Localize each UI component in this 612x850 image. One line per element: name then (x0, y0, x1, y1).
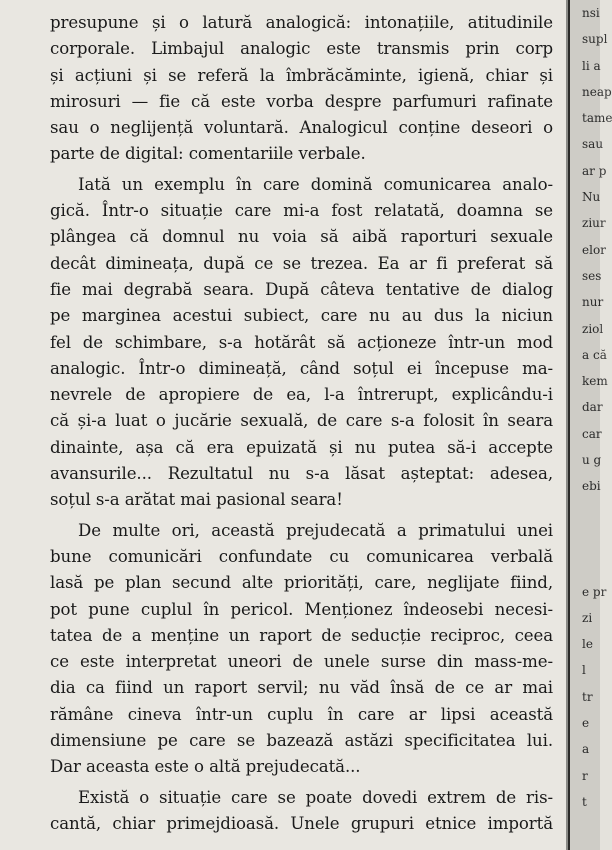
text-line: gică. Într-o situație care mi-a fost relatată, doamna se (50, 201, 553, 221)
facing-page-fragment: r (582, 768, 588, 783)
paragraph-first-line: De multe ori, această prejudecată a primatului unei (78, 520, 553, 540)
facing-page-fragment: elor (582, 242, 606, 257)
text-line: dimensiune pe care se bazează astăzi specificitatea lui. (50, 731, 553, 751)
facing-page-fragment: zi (582, 610, 593, 625)
paragraph-first-line: Există o situație care se poate dovedi extrem de ris- (78, 787, 553, 807)
text-line: și acțiuni și se referă la îmbrăcăminte, igienă, chiar și (50, 65, 553, 85)
facing-page-fragment: supl (582, 32, 608, 47)
facing-page-fragment: kem (582, 374, 608, 389)
facing-page-fragment: le (582, 637, 593, 652)
text-line: pe marginea acestui subiect, care nu au dus la niciun (50, 306, 553, 326)
body-text (50, 10, 553, 837)
facing-page-fragment: ses (582, 268, 602, 283)
text-line: tatea de a menține un raport de seducție reciproc, ceea (50, 625, 553, 645)
facing-page-fragment: a (582, 742, 590, 757)
facing-page-fragment: ziur (582, 216, 606, 231)
facing-page-fragment: nsi (582, 6, 600, 20)
text-line: ce este interpretat uneori de unele surse din mass-me- (50, 652, 553, 672)
text-line: Dar aceasta este o altă prejudecată... (50, 757, 361, 777)
text-line: analogic. Într-o dimineață, când soțul ei începuse ma- (50, 358, 553, 378)
text-line: că și-a luat o jucărie sexuală, de care s-a folosit în seara (50, 411, 553, 431)
text-line: corporale. Limbajul analogic este transmis prin corp (50, 39, 553, 59)
paragraph-first-line: Iată un exemplu în care domină comunicarea analo- (78, 174, 553, 194)
facing-page-fragment: u g (582, 453, 602, 468)
text-line: sau o neglijență voluntară. Analogicul conține deseori o (50, 118, 553, 138)
facing-page-fragment: ebi (582, 479, 601, 494)
text-line: fie mai degrabă seara. După câteva tentative de dialog (50, 279, 553, 299)
text-line: rămâne cineva într-un cuplu în care ar lipsi această (50, 704, 553, 724)
facing-page-fragment (570, 500, 600, 526)
facing-page-fragment: l (582, 663, 586, 678)
facing-page-fragment: a că (582, 347, 607, 362)
facing-page-fragment (570, 552, 600, 578)
facing-page-edge (570, 0, 612, 850)
text-line: soțul s-a arătat mai pasional seara! (50, 490, 343, 510)
facing-page-fragment: sau (582, 137, 604, 152)
text-line: plângea că domnul nu voia să aibă raporturi sexuale (50, 227, 553, 247)
text-line: decât dimineața, după ce se trezea. Ea ar fi preferat să (50, 253, 553, 273)
facing-page-fragment: car (582, 426, 602, 441)
text-line: avansurile... Rezultatul nu s-a lăsat așteptat: adesea, (50, 464, 553, 484)
text-line: nevrele de apropiere de ea, l-a întrerupt, explicându-i (50, 385, 553, 405)
text-line: lasă pe plan secund alte priorități, care, neglijate fiind, (50, 573, 553, 593)
facing-page-fragment: e pr (582, 584, 607, 599)
facing-page-fragment: li a (582, 58, 601, 73)
facing-page-fragment: neap (582, 84, 612, 99)
facing-page-fragment: nur (582, 295, 604, 310)
facing-page-fragment: t (582, 794, 587, 809)
text-line: mirosuri — fie că este vorba despre parfumuri rafinate (50, 91, 553, 111)
text-line: parte de digital: comentariile verbale. (50, 144, 366, 164)
text-line: dinainte, așa că era epuizată și nu putea să-i accepte (50, 437, 553, 457)
facing-page-fragment: ziol (582, 321, 604, 336)
facing-page-fragment: tame (582, 111, 612, 126)
text-line: fel de schimbare, s-a hotărât să acționeze într-un mod (50, 332, 553, 352)
text-line: cantă, chiar primejdioasă. Unele grupuri etnice importă (50, 813, 553, 833)
text-line: bune comunicări confundate cu comunicarea verbală (50, 546, 553, 566)
text-line: dia ca fiind un raport servil; nu văd însă de ce ar mai (50, 678, 553, 698)
facing-page-fragment: e (582, 716, 590, 731)
facing-page-fragment: Nu (582, 190, 601, 205)
text-line: pot pune cuplul în pericol. Menționez îndeosebi necesi- (50, 599, 553, 619)
facing-page-fragment: tr (582, 689, 593, 704)
facing-page-fragment: dar (582, 400, 603, 415)
text-line: presupune și o latură analogică: intonațiile, atitudinile (50, 13, 553, 32)
facing-page-fragment: ar p (582, 163, 607, 178)
facing-page-fragment (570, 526, 600, 552)
